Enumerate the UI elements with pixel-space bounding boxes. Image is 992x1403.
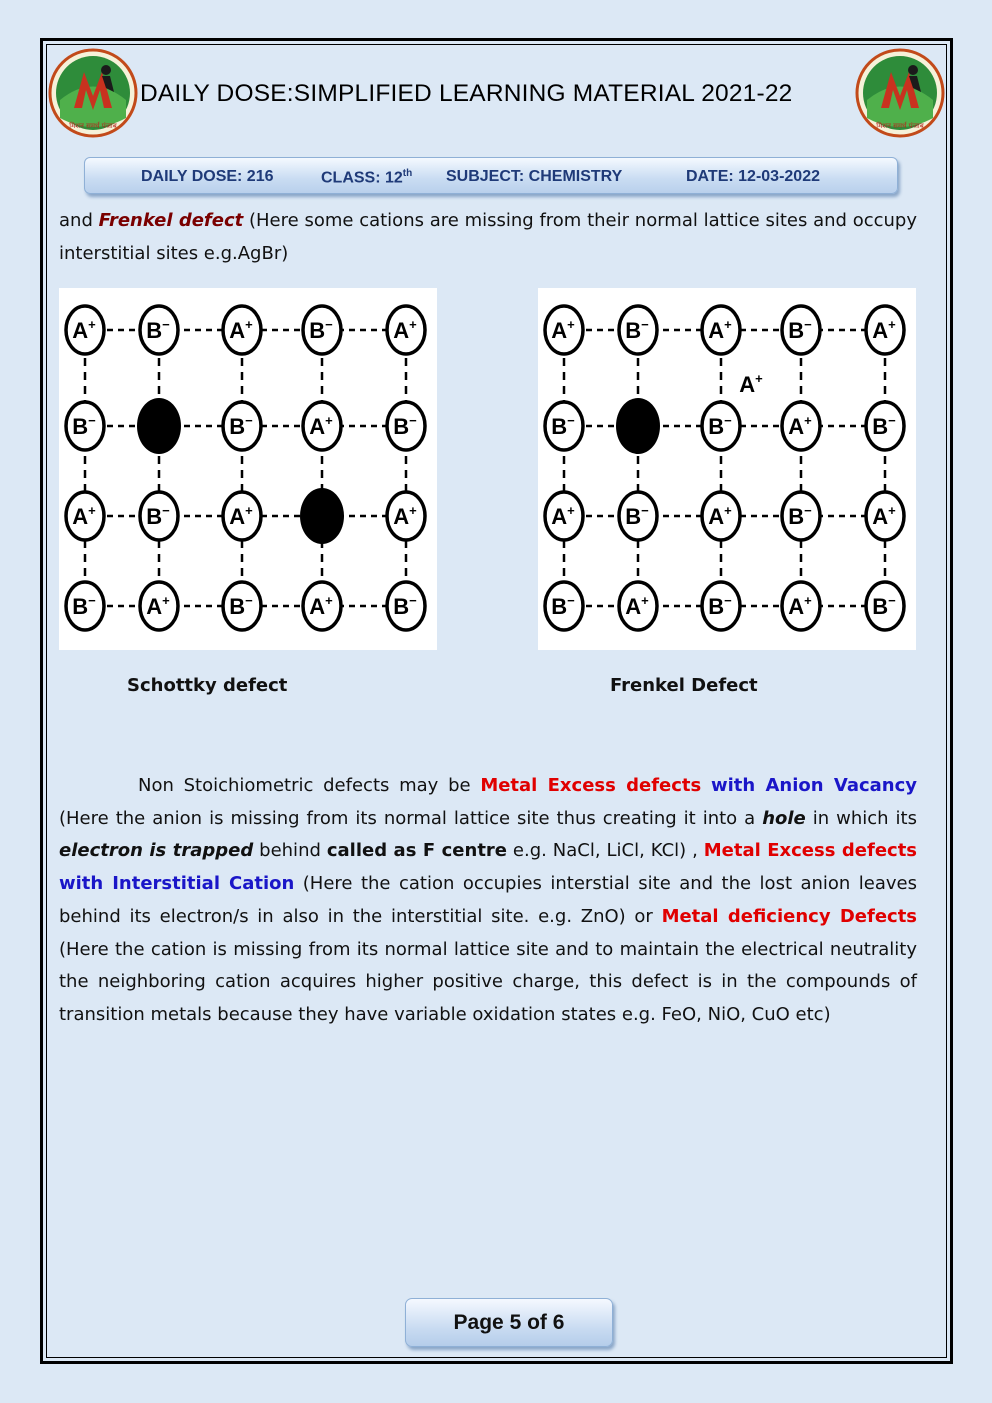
ion-symbol: A+ <box>872 503 896 529</box>
anion-site <box>619 306 657 354</box>
interstitial-cation: A+ <box>739 371 763 397</box>
schottky-lattice-diagram <box>59 288 437 650</box>
ion-symbol: A+ <box>708 317 732 343</box>
frenkel-lattice-diagram <box>538 288 916 650</box>
cation-site <box>545 492 583 540</box>
electron-trapped-term: electron is trapped <box>59 840 254 862</box>
anion-site <box>782 306 820 354</box>
ion-symbol: A+ <box>551 503 575 529</box>
anion-vacancy-term: with Anion Vacancy <box>711 775 918 796</box>
cation-site <box>702 306 740 354</box>
ion-symbol: B− <box>393 593 417 619</box>
ion-symbol: A+ <box>229 317 253 343</box>
class-value: CLASS: 12 <box>321 169 403 187</box>
subject-label: SUBJECT: CHEMISTRY <box>446 168 623 185</box>
ion-symbol: B− <box>146 503 170 529</box>
text-run <box>701 775 711 796</box>
anion-site <box>387 582 425 630</box>
ion-symbol: A+ <box>551 317 575 343</box>
text-run: (Here the cation occupies interstial site and the lost anion leaves behind its electron/s in also in the interstitial site. e.g. ZnO) or <box>59 873 917 927</box>
ion-symbol: B− <box>788 317 812 343</box>
logo-hindi-text: मिशन समर्थ पंजाब <box>69 122 117 130</box>
anion-site <box>140 306 178 354</box>
ion-symbol: B− <box>72 413 96 439</box>
anion-site <box>66 402 104 450</box>
metal-deficiency-term: Metal deficiency Defects <box>661 905 918 927</box>
daily-dose-number: DAILY DOSE: 216 <box>141 168 274 185</box>
cation-site <box>223 306 261 354</box>
cation-site <box>66 492 104 540</box>
anion-site <box>545 402 583 450</box>
anion-site <box>619 492 657 540</box>
ion-symbol: B− <box>393 413 417 439</box>
anion-site <box>782 492 820 540</box>
ion-symbol: B− <box>551 593 575 619</box>
anion-site <box>702 402 740 450</box>
cation-site <box>387 306 425 354</box>
ion-symbol: B− <box>229 593 253 619</box>
cation-site <box>619 582 657 630</box>
ion-symbol: B− <box>708 413 732 439</box>
ion-symbol: B− <box>229 413 253 439</box>
ion-symbol: A+ <box>393 503 417 529</box>
page-title: DAILY DOSE:SIMPLIFIED LEARNING MATERIAL 2021-22 <box>140 80 793 107</box>
hole-term: hole <box>762 807 806 829</box>
metal-excess-term: Metal Excess defects <box>480 775 702 796</box>
cation-site <box>66 306 104 354</box>
ion-symbol: A+ <box>872 317 896 343</box>
class-superscript: th <box>402 168 413 179</box>
anion-site <box>223 402 261 450</box>
frenkel-diagram-box <box>538 288 916 650</box>
anion-site <box>545 582 583 630</box>
ion-symbol: B− <box>872 593 896 619</box>
page-number-button: Page 5 of 6 <box>405 1298 613 1347</box>
anion-site <box>866 402 904 450</box>
ion-symbol: A+ <box>393 317 417 343</box>
ion-symbol: B− <box>551 413 575 439</box>
anion-site <box>223 582 261 630</box>
ion-symbol: A+ <box>708 503 732 529</box>
cation-site <box>223 492 261 540</box>
text-run: in which its <box>805 807 917 829</box>
mission-samarth-logo <box>855 48 945 138</box>
frenkel-term: Frenkel defect <box>98 210 244 231</box>
ion-symbol: B− <box>708 593 732 619</box>
vacancy-site <box>300 488 344 544</box>
cation-site <box>702 492 740 540</box>
mission-samarth-logo <box>48 48 138 138</box>
ion-symbol: B− <box>872 413 896 439</box>
vacancy-site <box>137 398 181 454</box>
ion-symbol: B− <box>309 317 333 343</box>
ion-symbol: A+ <box>229 503 253 529</box>
text-run: e.g. NaCl, LiCl, KCl) , <box>507 840 704 862</box>
anion-site <box>387 402 425 450</box>
anion-site <box>66 582 104 630</box>
cation-site <box>303 402 341 450</box>
class-label <box>321 168 412 187</box>
anion-site <box>866 582 904 630</box>
cation-site <box>387 492 425 540</box>
non-stoichiometric-paragraph <box>59 770 917 1032</box>
ion-symbol: A+ <box>72 317 96 343</box>
date-label: DATE: 12-03-2022 <box>686 168 820 185</box>
cation-site <box>782 402 820 450</box>
cation-site <box>866 492 904 540</box>
logo-hindi-text: मिशन समर्थ पंजाब <box>876 122 924 130</box>
ion-symbol: A+ <box>788 413 812 439</box>
cation-site <box>866 306 904 354</box>
ion-symbol: B− <box>72 593 96 619</box>
ion-symbol: B− <box>788 503 812 529</box>
ion-symbol: A+ <box>788 593 812 619</box>
vacancy-site <box>616 398 660 454</box>
ion-symbol: A+ <box>72 503 96 529</box>
schottky-caption: Schottky defect <box>127 675 288 696</box>
schottky-diagram-box <box>59 288 437 650</box>
anion-site <box>702 582 740 630</box>
metal-excess-term: Metal Excess defects <box>703 840 918 862</box>
ion-symbol: A+ <box>625 593 649 619</box>
anion-site <box>140 492 178 540</box>
cation-site <box>140 582 178 630</box>
text-run: (Here the cation is missing from its normal lattice site and to maintain the electrical neutrality the neighboring cation acquires higher positive charge, this defect is in the compounds of transition metals because they have variable oxidation states e.g. FeO, NiO, CuO etc) <box>59 938 917 1025</box>
frenkel-caption: Frenkel Defect <box>610 675 758 696</box>
ion-symbol: A+ <box>309 413 333 439</box>
ion-symbol: B− <box>625 503 649 529</box>
ion-symbol: B− <box>146 317 170 343</box>
cation-site <box>782 582 820 630</box>
ion-symbol: A+ <box>309 593 333 619</box>
anion-site <box>303 306 341 354</box>
intro-paragraph <box>59 205 917 270</box>
cation-site <box>303 582 341 630</box>
cation-site <box>545 306 583 354</box>
ion-symbol: B− <box>625 317 649 343</box>
text-run: (Here the anion is missing from its normal lattice site thus creating it into a <box>59 807 763 829</box>
f-centre-term: called as F centre <box>326 840 508 862</box>
intro-rest: (Here some cations are missing from their normal lattice sites and occupy interstitial sites e.g.AgBr) <box>59 210 917 264</box>
ion-symbol: A+ <box>146 593 170 619</box>
text-run: Non Stoichiometric defects may be <box>138 775 481 796</box>
interstitial-cation-term: with Interstitial Cation <box>59 873 295 895</box>
text-run: behind <box>253 840 327 862</box>
intro-prefix: and <box>59 210 99 231</box>
